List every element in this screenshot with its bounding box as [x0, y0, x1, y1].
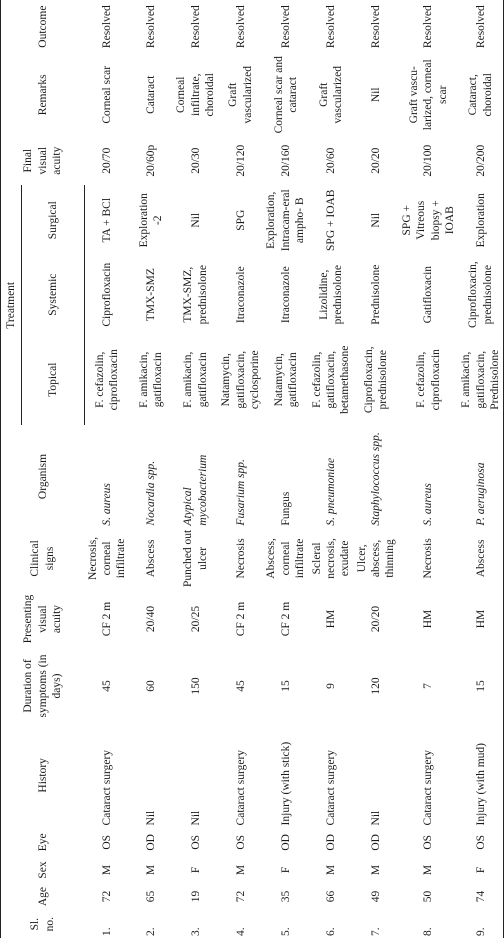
cell-topical — [85, 334, 130, 425]
cell-sl-no-text: 2. — [145, 927, 158, 936]
cell-sex — [399, 857, 459, 883]
cell-clinical-signs-text: Abscess — [145, 539, 158, 578]
table-row — [399, 0, 459, 938]
header-surgical: Surgical — [22, 185, 85, 255]
cell-topical-text: Natamycin, gatifloxacin, cyclosporine — [220, 350, 261, 410]
header-presenting-va: Presenting visual acuity — [1, 589, 85, 649]
cell-duration — [354, 649, 399, 723]
cell-remarks — [85, 53, 130, 136]
cell-outcome — [85, 0, 130, 53]
cell-sex — [173, 857, 218, 883]
cell-history-text: Injury (with mud) — [474, 743, 487, 826]
cell-history-text: Nil — [145, 810, 158, 826]
header-sex: Sex — [1, 857, 85, 883]
cell-sl-no — [218, 910, 263, 938]
cell-age-text: 50 — [422, 890, 435, 903]
cell-organism-text: Fusarium spp. — [234, 459, 247, 526]
cell-organism — [399, 425, 459, 527]
cell-organism — [130, 425, 174, 527]
cell-topical-text: Natamycin, gatifloxacin — [272, 352, 299, 408]
cell-presenting-va — [309, 589, 354, 649]
cell-eye — [130, 827, 174, 857]
cell-sex — [85, 857, 130, 883]
cell-age — [173, 883, 218, 911]
cell-sl-no — [309, 910, 354, 938]
cell-eye — [263, 827, 308, 857]
cell-systemic — [263, 255, 308, 334]
cell-history — [263, 723, 308, 827]
header-systemic: Systemic — [22, 255, 85, 334]
cell-eye-text: OD — [324, 834, 337, 851]
header-final-va: Final visual acuity — [1, 136, 85, 185]
cell-age-text: 65 — [145, 890, 158, 903]
header-sl-no: Sl. no. — [1, 910, 85, 938]
table-row — [85, 0, 130, 938]
cell-history-text: Injury (with stick) — [279, 741, 292, 826]
header-topical: Topical — [22, 334, 85, 425]
cell-surgical — [130, 185, 174, 255]
cell-history-text: Nil — [370, 810, 382, 826]
cell-surgical-text: Exploration, Intracam-eral ampho- B — [265, 189, 307, 252]
cell-clinical-signs-text: Necrosis — [422, 538, 435, 579]
cell-final-va-text: 20/120 — [234, 144, 247, 177]
cell-surgical — [399, 185, 459, 255]
cell-sl-no-text: 8. — [422, 927, 435, 936]
cell-sl-no-text: 3. — [189, 927, 202, 936]
table-row — [130, 0, 174, 938]
cell-eye — [458, 827, 504, 857]
header-outcome: Outcome — [1, 0, 85, 53]
cell-final-va — [309, 136, 354, 185]
cell-eye — [309, 827, 354, 857]
cell-clinical-signs — [354, 528, 399, 590]
cell-eye-text: OD — [279, 834, 292, 851]
cell-clinical-signs-text: Punched out ulcer — [182, 529, 209, 587]
cell-duration — [130, 649, 174, 723]
cell-remarks-text: Graft vascularized — [227, 66, 254, 124]
cell-presenting-va — [399, 589, 459, 649]
header-history: History — [1, 723, 85, 827]
cell-surgical — [85, 185, 130, 255]
cell-surgical-text: TA + BCl — [101, 197, 114, 243]
cell-history-text: Cataract surgery — [422, 749, 435, 826]
cell-history — [173, 723, 218, 827]
cell-age-text: 35 — [279, 890, 292, 903]
cell-topical — [130, 334, 174, 425]
cell-systemic — [173, 255, 218, 334]
cell-duration — [309, 649, 354, 723]
cell-surgical-text: Nil — [189, 212, 202, 228]
header-remarks: Remarks — [1, 53, 85, 136]
cell-final-va — [354, 136, 399, 185]
cell-topical — [354, 334, 399, 425]
cell-final-va-text: 20/60 — [324, 147, 337, 174]
cell-clinical-signs — [218, 528, 263, 590]
cell-surgical-text: Nil — [370, 212, 382, 228]
cell-eye — [399, 827, 459, 857]
cell-outcome — [458, 0, 504, 53]
cell-final-va-text: 20/100 — [422, 144, 435, 177]
cell-final-va — [173, 136, 218, 185]
cell-sl-no-text: 1. — [100, 927, 113, 936]
cell-organism — [458, 425, 504, 527]
cell-presenting-va — [263, 589, 308, 649]
cell-history-text: Cataract surgery — [100, 749, 113, 826]
cell-final-va — [85, 136, 130, 185]
cell-organism-text: S. aureus — [100, 483, 113, 526]
cell-organism — [354, 425, 399, 527]
cell-systemic-text: Itraconazole — [279, 266, 292, 324]
cell-surgical — [458, 185, 504, 255]
cell-remarks-text: Graft vascu-larized, corneal scar — [407, 59, 449, 131]
cell-surgical-text: Exploration -2 — [138, 193, 165, 248]
cell-presenting-va — [85, 589, 130, 649]
cell-organism — [85, 425, 130, 527]
cell-sl-no-text: 5. — [279, 927, 292, 936]
cell-outcome — [263, 0, 308, 53]
cell-topical — [399, 334, 459, 425]
cell-surgical-text: Exploration — [474, 193, 487, 248]
cell-organism-text: Nocardia spp. — [145, 460, 158, 526]
cell-presenting-va — [218, 589, 263, 649]
cell-presenting-va — [173, 589, 218, 649]
cell-surgical-text: SPG — [234, 209, 247, 231]
header-duration: Duration of symptoms (in days) — [1, 649, 85, 723]
cell-sex — [354, 857, 399, 883]
header-row-group — [1, 0, 22, 938]
cell-systemic — [130, 255, 174, 334]
cell-duration — [263, 649, 308, 723]
cell-presenting-va-text: CF 2 m — [234, 601, 247, 637]
cell-systemic-text: Lizolidine, prednisolone — [317, 264, 345, 325]
cell-systemic-text: TMX-SMZ — [145, 268, 158, 322]
cell-remarks-text: Corneal scar — [100, 65, 113, 124]
cell-outcome-text: Resolved — [145, 5, 158, 49]
cell-outcome — [130, 0, 174, 53]
cell-final-va — [399, 136, 459, 185]
cell-topical — [173, 334, 218, 425]
cell-sl-no — [173, 910, 218, 938]
cell-eye-text: OD — [370, 834, 382, 851]
cell-eye — [218, 827, 263, 857]
header-age: Age — [1, 883, 85, 911]
cell-topical — [458, 334, 504, 425]
cell-presenting-va-text: HM — [474, 609, 487, 629]
cell-outcome — [218, 0, 263, 53]
cell-topical-text: F. cefazolin, ciprofloxacin — [93, 349, 121, 411]
header-eye: Eye — [1, 827, 85, 857]
cell-history — [85, 723, 130, 827]
cell-topical — [218, 334, 263, 425]
cell-sex-text: M — [324, 864, 337, 876]
cell-organism-text: S. pneumoniae — [324, 457, 337, 526]
cell-presenting-va-text: HM — [422, 609, 435, 629]
cell-sl-no-text: 6. — [324, 927, 337, 936]
cell-age — [263, 883, 308, 911]
cell-surgical-text: SPG + Vitreous biopsy + IOAB — [400, 200, 456, 241]
cell-sex — [130, 857, 174, 883]
cell-topical-text: F. amikacin, gatifloxacin — [138, 351, 165, 408]
cell-age-text: 49 — [370, 890, 382, 903]
cell-duration-text: 7 — [422, 683, 435, 689]
cell-outcome-text: Resolved — [189, 5, 202, 49]
cell-presenting-va — [130, 589, 174, 649]
cell-duration — [399, 649, 459, 723]
cell-presenting-va-text: 20/20 — [370, 605, 382, 633]
cell-eye-text: OS — [189, 834, 202, 850]
cell-organism — [309, 425, 354, 527]
cell-sex-text: M — [422, 864, 435, 876]
cell-remarks — [354, 53, 399, 136]
cell-organism — [173, 425, 218, 527]
cell-history — [130, 723, 174, 827]
cell-organism-text: S. aureus — [422, 483, 435, 526]
cell-final-va — [218, 136, 263, 185]
cell-topical-text: Ciprofloxacin, prednisolone — [362, 346, 390, 414]
cell-sl-no — [263, 910, 308, 938]
cell-sex — [263, 857, 308, 883]
cell-remarks-text: Nil — [370, 87, 382, 103]
cell-organism-text: Staphylococcus spp. — [370, 432, 382, 526]
cell-sl-no — [85, 910, 130, 938]
cell-age — [399, 883, 459, 911]
cell-final-va — [263, 136, 308, 185]
cell-sex — [458, 857, 504, 883]
cell-clinical-signs-text: Ulcer, abscess, thinning — [355, 539, 397, 578]
cell-systemic — [399, 255, 459, 334]
cell-age-text: 72 — [234, 890, 247, 903]
cell-organism-text: P. aeruginosa — [474, 462, 487, 526]
cell-duration-text: 45 — [234, 680, 247, 692]
cell-clinical-signs-text: Necrosis — [234, 538, 247, 579]
cell-clinical-signs — [173, 528, 218, 590]
cell-outcome-text: Resolved — [100, 5, 113, 49]
cell-age-text: 74 — [474, 890, 487, 903]
table-row — [173, 0, 218, 938]
cell-age — [130, 883, 174, 911]
cell-eye — [173, 827, 218, 857]
cell-outcome-text: Resolved — [324, 5, 337, 49]
cell-sex-text: M — [234, 864, 247, 876]
cell-outcome-text: Resolved — [370, 5, 382, 49]
cell-systemic — [458, 255, 504, 334]
cell-remarks-text: Corneal scar and cataract — [272, 56, 299, 134]
cell-remarks — [399, 53, 459, 136]
cell-outcome-text: Resolved — [279, 5, 292, 49]
cell-outcome-text: Resolved — [474, 5, 487, 49]
cell-remarks-text: Graft vascularized — [317, 66, 345, 124]
cell-remarks — [263, 53, 308, 136]
cell-eye-text: OD — [145, 834, 158, 851]
cell-clinical-signs — [130, 528, 174, 590]
table-row — [218, 0, 263, 938]
cell-sl-no — [130, 910, 174, 938]
cell-clinical-signs — [458, 528, 504, 590]
cell-remarks-text: Cataract — [145, 75, 158, 114]
cell-eye — [354, 827, 399, 857]
cell-eye-text: OS — [474, 834, 487, 850]
cell-final-va-text: 20/160 — [279, 144, 292, 177]
cell-systemic — [354, 255, 399, 334]
cell-duration — [85, 649, 130, 723]
cell-topical-text: F. cefazolin, ciprofloxacin — [415, 349, 442, 411]
cell-surgical-text: SPG + IOAB — [324, 189, 337, 251]
cell-final-va — [130, 136, 174, 185]
cell-outcome — [354, 0, 399, 53]
cell-duration-text: 9 — [324, 683, 337, 689]
cell-topical-text: F. amikacin, gatifloxacin, Prednisolone — [460, 349, 501, 410]
cell-surgical — [218, 185, 263, 255]
cell-clinical-signs-text: Scleral necrosis, exudate — [310, 538, 352, 579]
cell-history — [458, 723, 504, 827]
cell-sex-text: F — [189, 866, 202, 874]
cell-remarks — [309, 53, 354, 136]
header-clinical-signs: Clinical signs — [1, 528, 85, 590]
cell-organism-text: Atypical mycobacterium — [182, 454, 209, 526]
cell-final-va-text: 20/70 — [100, 147, 113, 174]
cell-sex — [218, 857, 263, 883]
cell-final-va — [458, 136, 504, 185]
cell-sl-no — [458, 910, 504, 938]
cell-duration-text: 15 — [474, 680, 487, 692]
cell-outcome — [309, 0, 354, 53]
table-row — [309, 0, 354, 938]
cell-systemic — [85, 255, 130, 334]
cell-eye — [85, 827, 130, 857]
table-body — [85, 0, 504, 938]
cell-topical-text: F. amikacin, gatifloxacin — [182, 351, 209, 408]
cell-presenting-va — [354, 589, 399, 649]
cell-eye-text: OS — [422, 834, 435, 850]
cell-surgical — [354, 185, 399, 255]
cell-duration-text: 15 — [279, 680, 292, 692]
cell-eye-text: OS — [234, 834, 247, 850]
cell-outcome-text: Resolved — [422, 5, 435, 49]
cell-age — [218, 883, 263, 911]
cell-duration-text: 45 — [100, 680, 113, 692]
cell-clinical-signs — [263, 528, 308, 590]
cell-systemic — [218, 255, 263, 334]
cell-presenting-va-text: 20/40 — [145, 605, 158, 633]
cell-presenting-va-text: HM — [324, 609, 337, 629]
cell-remarks — [218, 53, 263, 136]
cell-presenting-va-text: 20/25 — [189, 605, 202, 633]
cell-surgical — [309, 185, 354, 255]
cell-organism-text: Fungus — [279, 491, 292, 526]
header-organism: Organism — [1, 425, 85, 527]
cell-duration — [458, 649, 504, 723]
cell-sex-text: F — [474, 866, 487, 874]
table-row — [263, 0, 308, 938]
cell-systemic-text: Ciprofloxacin — [101, 262, 114, 327]
cell-systemic-text: Gatifloxacin — [422, 265, 435, 324]
cell-duration-text: 60 — [145, 680, 158, 692]
cell-age — [309, 883, 354, 911]
cell-age-text: 19 — [189, 890, 202, 903]
cell-surgical — [263, 185, 308, 255]
cell-age — [85, 883, 130, 911]
cell-final-va-text: 20/60p — [145, 144, 158, 177]
cell-remarks — [458, 53, 504, 136]
cell-history — [399, 723, 459, 827]
cell-systemic-text: Itraconazole — [234, 266, 247, 324]
cell-sex-text: M — [145, 864, 158, 876]
cell-outcome — [399, 0, 459, 53]
cell-sl-no-text: 9. — [474, 927, 487, 936]
cell-clinical-signs-text: Abscess, corneal infiltrate — [265, 538, 307, 579]
cell-sl-no — [399, 910, 459, 938]
cell-topical — [309, 334, 354, 425]
cell-final-va-text: 20/30 — [189, 147, 202, 174]
cell-sl-no — [354, 910, 399, 938]
cell-systemic-text: Prednisolone — [370, 264, 382, 325]
cell-clinical-signs — [85, 528, 130, 590]
cell-history-text: Nil — [189, 810, 202, 826]
cell-history-text: Cataract surgery — [324, 749, 337, 826]
cell-organism — [218, 425, 263, 527]
cell-age-text: 66 — [324, 890, 337, 903]
cell-surgical — [173, 185, 218, 255]
cell-duration-text: 120 — [370, 677, 382, 695]
cell-remarks — [130, 53, 174, 136]
cell-presenting-va-text: CF 2 m — [279, 601, 292, 637]
cell-history — [218, 723, 263, 827]
cell-sex-text: M — [100, 864, 113, 876]
cell-duration — [173, 649, 218, 723]
cell-organism — [263, 425, 308, 527]
cell-duration — [218, 649, 263, 723]
cell-history — [309, 723, 354, 827]
cell-duration-text: 150 — [189, 677, 202, 695]
cell-sex — [309, 857, 354, 883]
cell-remarks-text: Corneal infiltrate, choroidal — [175, 73, 216, 117]
cell-final-va-text: 20/200 — [474, 144, 487, 177]
cell-sl-no-text: 7. — [370, 927, 382, 936]
header-treatment: Treatment — [1, 185, 22, 425]
cell-clinical-signs — [309, 528, 354, 590]
cell-history — [354, 723, 399, 827]
cell-remarks — [173, 53, 218, 136]
cell-systemic-text: TMX-SMZ, prednisolone — [182, 264, 209, 325]
cell-outcome-text: Resolved — [234, 5, 247, 49]
cell-history-text: Cataract surgery — [234, 749, 247, 826]
cell-systemic — [309, 255, 354, 334]
cell-clinical-signs — [399, 528, 459, 590]
cell-outcome — [173, 0, 218, 53]
cell-age-text: 72 — [100, 890, 113, 903]
cell-eye-text: OS — [100, 834, 113, 850]
table-row — [458, 0, 504, 938]
cell-sex-text: M — [370, 864, 382, 876]
table-row — [354, 0, 399, 938]
cell-age — [458, 883, 504, 911]
cell-clinical-signs-text: Necrosis, corneal infiltrate — [86, 536, 128, 580]
cell-sex-text: F — [279, 866, 292, 874]
cell-presenting-va-text: CF 2 m — [100, 601, 113, 637]
cell-remarks-text: Cataract, choroidal — [467, 73, 494, 117]
cell-sl-no-text: 4. — [234, 927, 247, 936]
cell-topical — [263, 334, 308, 425]
cell-presenting-va — [458, 589, 504, 649]
cell-topical-text: F. cefazolin, gatifloxacin, betamethasone — [310, 345, 352, 414]
cell-age — [354, 883, 399, 911]
cell-clinical-signs-text: Abscess — [474, 539, 487, 578]
cell-final-va-text: 20/20 — [370, 147, 382, 174]
cell-systemic-text: Ciprofloxacin, prednisolone — [467, 261, 494, 329]
